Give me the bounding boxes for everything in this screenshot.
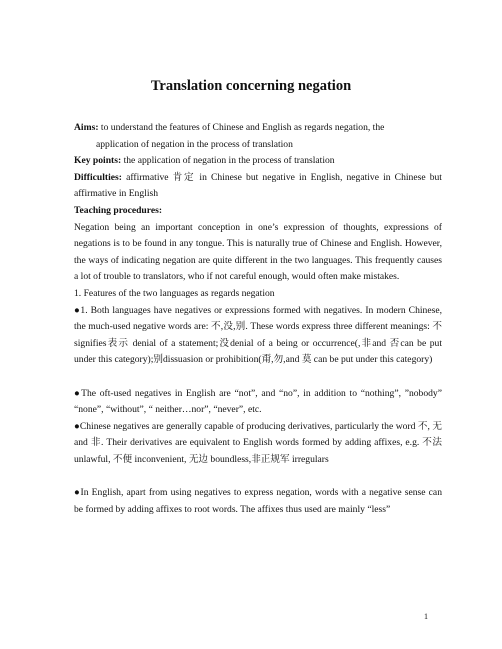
difficulties-paragraph [74,170,442,203]
bullet-paragraph-1: ●1. Both languages have negatives or expressions formed with negatives. In modern Chinese, the much-used negative words are: 不,没,别. These words express three different meanings: 不signifies表示 denial of a statement;没denial of a being or occurrence(,非and 否can be put under this category);别dissuasion or prohibition(甭,勿,and 莫 can be put under this category) [74,304,442,366]
aims-label: Aims: [74,122,99,133]
document-title: Translation concerning negation [150,78,352,94]
key-points-text: the application of negation in the process of translation [123,155,335,167]
difficulties-text: affirmative 肯定 in Chinese but negative in English, negative in Chinese but affirmative in English [74,171,442,200]
key-points-paragraph [74,153,442,170]
page-number: 1 [424,612,428,621]
teaching-procedures-heading: Teaching procedures: [74,204,163,216]
bullet-paragraph-2: ●The oft-used negatives in English are “not”, and “no”, in addition to “nothing”, ”nobody” “none”, “without”, “ neither…nor”, “never”, etc. [74,387,442,416]
bullet-paragraph-3: ●Chinese negatives are generally capable of producing derivatives, particularly the word 不, 无 and 非. Their derivatives are equivalent to English words formed by adding affixes, e.g. 不法 unlawful, 不便 inconvenient, 无边 boundless,非正规军 irregulars [74,420,442,465]
key-points-label: Key points: [74,155,122,167]
difficulties-label: Difficulties: [74,171,122,183]
aims-continuation: application of negation in the process of translation [96,138,293,150]
document-body [74,120,442,518]
aims-text: to understand the features of Chinese and English as regards negation, the [100,122,385,133]
aims-paragraph [74,120,442,137]
intro-paragraph: Negation being an important conception in one’s expression of thoughts, expressions of negations is to be found in any tongue. This is naturally true of Chinese and English. However, the ways of indicating negation are quite different in the two languages. This frequently causes a lot of trouble to translators, who if not careful enough, would often make mistakes. [74,221,442,283]
bullet-paragraph-4: ●In English, apart from using negatives to express negation, words with a negative sense can be formed by adding affixes to root words. The affixes thus used are mainly “less” [74,487,442,515]
section-heading: 1. Features of the two languages as regards negation [74,287,275,299]
